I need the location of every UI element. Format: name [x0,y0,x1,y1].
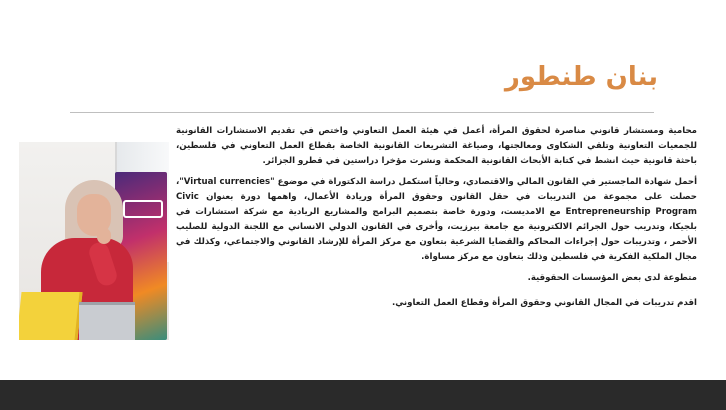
bio-paragraph-work: محامية ومستشار قانوني مناصرة لحقوق المرأة، أعمل في هيئة العمل التعاوني واختص في تقديم الاستشارات القانونية للجمعيات التعاونية وتلقي الشكاوى ومعالجتها، وصياغة التشريعات القانونية الخاصة بقطاع العمل التعاوني في فلسطين، باحثة قانونية حيث انشط في كتابة الأبحاث القانونية المحكمة ونشرت مؤخرا دراستين في قطرو الجزائر. [176,126,697,166]
profile-name: بنان طنطور [504,62,658,92]
photo-laptop [79,302,135,340]
photo-book [19,292,83,340]
bio-paragraph-training: اقدم تدريبات في المجال القانوني وحقوق المرأة وقطاع العمل التعاوني. [391,298,697,308]
bio-paragraph-volunteer: متطوعة لدى بعض المؤسسات الحقوقية. [527,273,697,283]
bio-text [176,124,697,317]
bio-paragraph-education: أحمل شهادة الماجستير في القانون المالي والاقتصادي، وحالياً استكمل دراسة الدكتوراة في موضوع "Virtual currencies"، حصلت على مجموعة من التدريبات في حقل القانون وحقوق المرأة وريادة الأعمال، واهمها دورة بعنوان Civic Entrepreneurship Program مع الامديست، ودورة خاصة بتصميم البرامج والمشاريع الريادية مع شركة استشارات في بلجيكا، وتدريب حول الجرائم الالكترونية مع جامعة بيرزيت، وأخرى في القانون الدولي الانساني مع اللجنة الدولية للصليب الأحمر ، وتدريبات حول إجراءات المحاكم والقضايا الشرعية بتعاون مع مركز المرأة للإرشاد القانوني والاجتماعي، وكذلك في مجال الملكية الفكرية في فلسطين وذلك بتعاون مع مركز مساواة. [176,177,698,262]
title-divider [70,112,654,113]
photo-hand [97,228,111,244]
footer-bar [0,380,726,410]
photo-banner-logo [123,200,163,218]
profile-photo [19,142,169,340]
